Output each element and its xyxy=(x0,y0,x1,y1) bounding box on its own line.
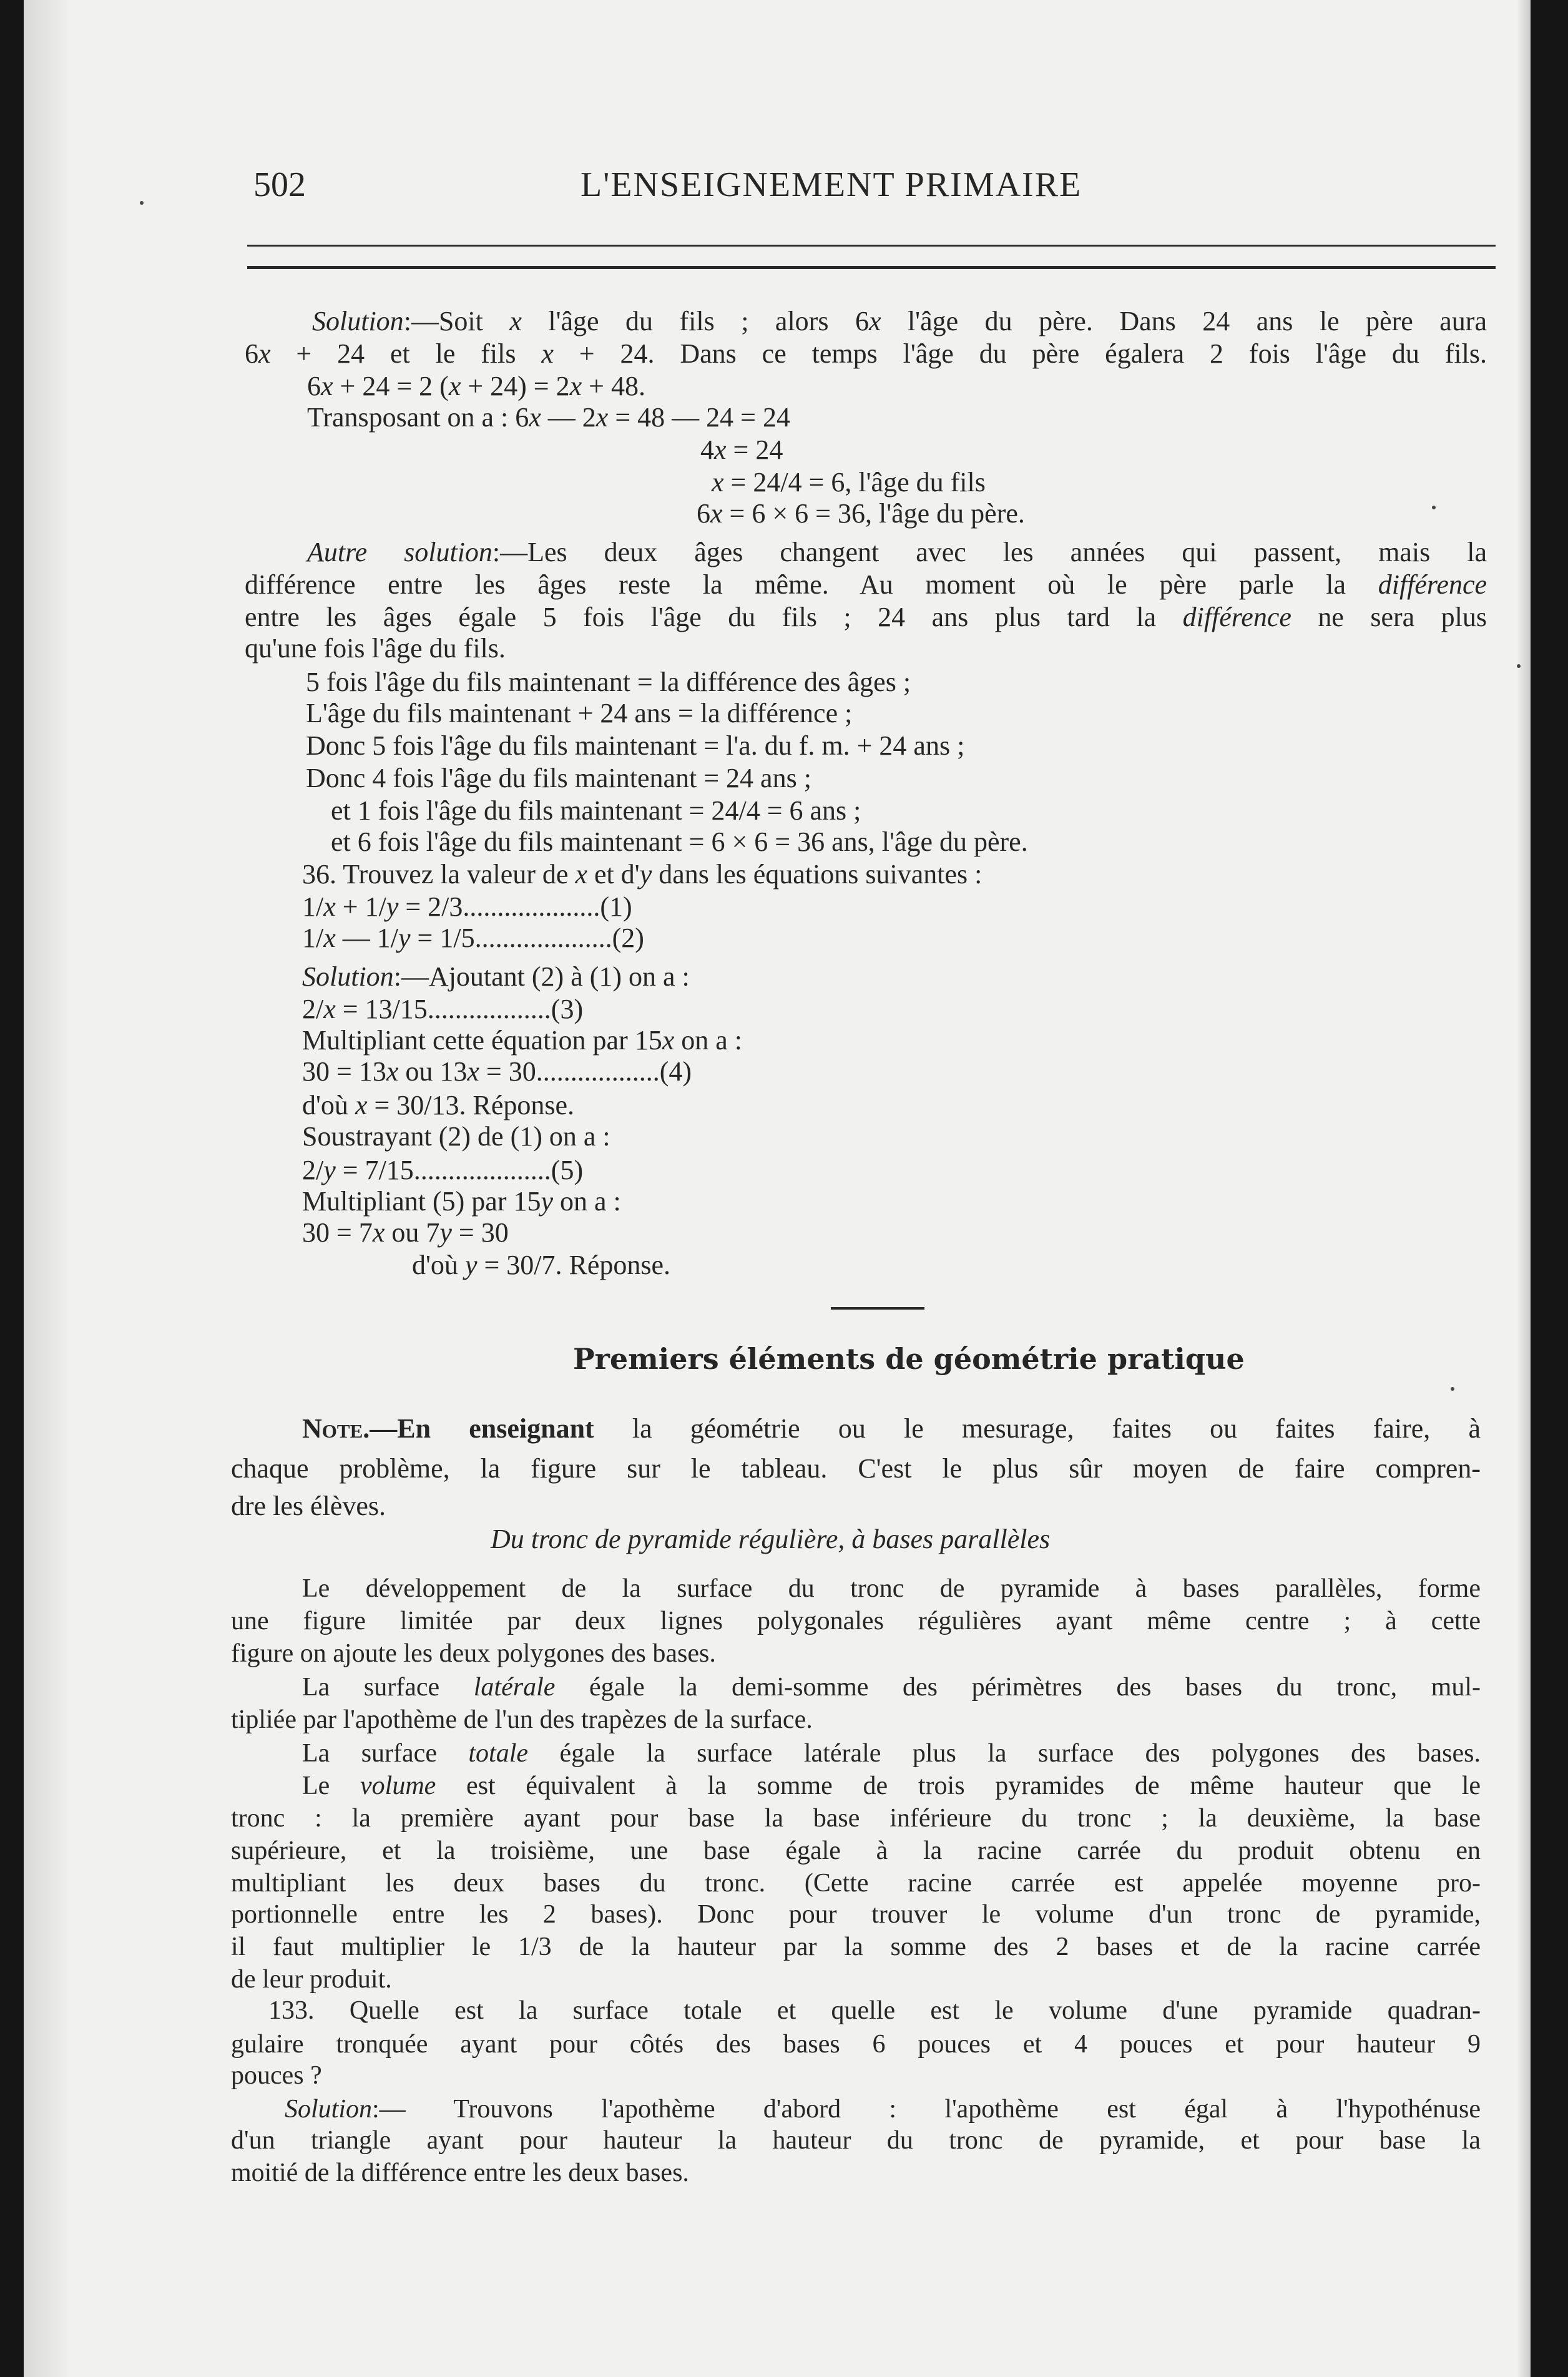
text-run: moitié de la différence entre les deux bases. xyxy=(231,2159,689,2187)
text-line xyxy=(302,1738,1481,1769)
italic-run: totale xyxy=(468,1739,529,1768)
text-line xyxy=(302,923,644,954)
italic-run: x xyxy=(321,371,333,401)
text-line xyxy=(231,1704,813,1735)
italic-run: y xyxy=(439,1217,452,1248)
text-run: dre les élèves. xyxy=(231,1491,386,1521)
text-run: :—Soit xyxy=(403,306,510,336)
text-run: :—Les deux âges changent avec les années qui passent, mais la xyxy=(492,537,1487,567)
italic-run: y xyxy=(323,1155,336,1185)
italic-run: x xyxy=(467,1056,479,1087)
text-line xyxy=(307,402,790,433)
print-speck xyxy=(1517,664,1521,668)
text-run: 133. Quelle est la surface totale et quelle est le volume d'une pyramide quadran- xyxy=(268,1996,1481,2025)
text-line xyxy=(331,795,861,826)
text-line xyxy=(231,1931,1481,1963)
text-run: et 1 fois l'âge du fils maintenant = 24/4 = 6 ans ; xyxy=(331,795,861,826)
text-run: = 6 × 6 = 36, l'âge du père. xyxy=(722,498,1025,529)
text-line xyxy=(307,537,1487,568)
italic-run: x xyxy=(323,923,336,953)
text-run: d'un triangle ayant pour hauteur la hauteur du tronc de pyramide, et pour base la xyxy=(231,2126,1481,2155)
text-line xyxy=(302,1413,1481,1444)
text-line xyxy=(302,1090,574,1121)
text-run: + 24 = 2 ( xyxy=(333,371,449,401)
text-run: Donc 4 fois l'âge du fils maintenant = 24 ans ; xyxy=(306,763,811,793)
section-title: Premiers éléments de géométrie pratique xyxy=(573,1342,1245,1376)
italic-run: x xyxy=(710,498,723,529)
text-run: gulaire tronquée ayant pour côtés des bases 6 pouces et 4 pouces et pour hauteur 9 xyxy=(231,2030,1481,2059)
text-run: une figure limitée par deux lignes polygonales régulières ayant même centre ; à cette xyxy=(231,1607,1481,1635)
print-speck xyxy=(1432,506,1436,509)
print-speck xyxy=(1451,1387,1454,1391)
text-run: — 2 xyxy=(541,402,596,433)
text-run: ne sera plus xyxy=(1291,602,1487,632)
section-subtitle: Du tronc de pyramide régulière, à bases parallèles xyxy=(491,1524,1051,1554)
text-run: et 6 fois l'âge du fils maintenant = 6 × 6 = 36 ans, l'âge du père. xyxy=(331,826,1028,857)
text-line xyxy=(306,667,911,698)
text-run: + 48. xyxy=(582,371,645,401)
print-speck xyxy=(140,201,144,205)
text-run: = 30/13. Réponse. xyxy=(367,1090,575,1120)
text-run: l'âge du père. Dans 24 ans le père aura xyxy=(881,306,1487,336)
text-line xyxy=(697,498,1025,529)
text-line xyxy=(712,467,986,498)
text-line xyxy=(231,1964,392,1995)
text-run: 5 fois l'âge du fils maintenant = la différence des âges ; xyxy=(306,667,911,697)
text-run: Soustrayant (2) de (1) on a : xyxy=(302,1121,610,1152)
text-run: Donc 5 fois l'âge du fils maintenant = l'a. du f. m. + 24 ans ; xyxy=(306,730,965,761)
text-line xyxy=(306,763,811,794)
text-line xyxy=(302,1770,1481,1801)
italic-run: Solution xyxy=(285,2095,373,2124)
text-run: = 2/3....................(1) xyxy=(398,891,632,922)
page-number: 502 xyxy=(253,165,306,204)
text-run: = 30/7. Réponse. xyxy=(477,1250,671,1280)
italic-run: x xyxy=(372,1217,385,1248)
text-run: portionnelle entre les 2 bases). Donc pour trouver le volume d'un tronc de pyramide, xyxy=(231,1900,1481,1929)
text-run: :—Ajoutant (2) à (1) on a : xyxy=(393,961,690,992)
text-run: d'où xyxy=(302,1090,355,1120)
section-separator xyxy=(831,1307,924,1310)
italic-run: y xyxy=(541,1186,554,1217)
text-line xyxy=(231,1899,1481,1930)
text-run: la géométrie ou le mesurage, faites ou faites faire, à xyxy=(594,1413,1481,1444)
text-run: et d' xyxy=(587,859,640,890)
italic-run: latérale xyxy=(473,1673,556,1702)
header-rule-thin xyxy=(247,245,1496,247)
text-run: —En enseignant xyxy=(370,1413,594,1444)
text-run: Multipliant (5) par 15 xyxy=(302,1186,541,1217)
text-run: La surface xyxy=(302,1739,469,1768)
text-line xyxy=(302,1155,583,1186)
text-run: 6 xyxy=(245,338,258,369)
italic-run: x xyxy=(258,338,271,369)
text-run: = 1/5....................(2) xyxy=(410,923,644,953)
italic-run: y xyxy=(386,891,399,922)
text-line xyxy=(245,633,506,664)
text-run: d'où xyxy=(412,1250,465,1280)
text-run: 6 xyxy=(697,498,710,529)
text-line xyxy=(307,371,645,402)
text-line xyxy=(231,2157,689,2188)
text-line xyxy=(285,2094,1481,2125)
text-run: L'âge du fils maintenant + 24 ans = la différence ; xyxy=(306,698,853,728)
text-run: = 30 xyxy=(451,1217,509,1248)
text-run: — 1/ xyxy=(335,923,398,953)
italic-run: x xyxy=(575,859,587,890)
text-run: 36. Trouvez la valeur de xyxy=(302,859,576,890)
italic-run: x xyxy=(714,434,727,465)
text-line xyxy=(231,2029,1481,2060)
italic-run: x xyxy=(712,467,724,497)
text-run: de leur produit. xyxy=(231,1965,392,1994)
italic-run: x xyxy=(662,1025,675,1056)
text-run: = 24 xyxy=(726,434,783,465)
text-run: multipliant les deux bases du tronc. (Cette racine carrée est appelée moyenne pro- xyxy=(231,1869,1481,1898)
header-rule-thick xyxy=(247,266,1496,269)
text-run: + 24) = 2 xyxy=(461,371,570,401)
text-run: = 48 — 24 = 24 xyxy=(608,402,790,433)
italic-run: x xyxy=(868,306,881,336)
text-run: Transposant on a : 6 xyxy=(307,402,529,433)
italic-run: Autre solution xyxy=(307,537,492,567)
text-run: différence entre les âges reste la même. Au moment où le père parle la xyxy=(245,569,1378,600)
book-page xyxy=(24,0,1531,2377)
text-run: qu'une fois l'âge du fils. xyxy=(245,633,506,664)
text-line xyxy=(302,1025,742,1056)
text-line xyxy=(302,1573,1481,1604)
text-run: 30 = 13 xyxy=(302,1056,386,1087)
text-line xyxy=(306,698,852,729)
text-run: ou 13 xyxy=(398,1056,468,1087)
italic-run: x xyxy=(386,1056,399,1087)
italic-run: différence xyxy=(1182,602,1291,632)
text-run: = 13/15..................(3) xyxy=(335,994,584,1024)
text-run: l'âge du fils ; alors 6 xyxy=(521,306,869,336)
text-line xyxy=(302,994,583,1025)
text-line xyxy=(302,859,982,890)
text-run: il faut multiplier le 1/3 de la hauteur par la somme des 2 bases et de la racine carrée xyxy=(231,1933,1481,1961)
text-line xyxy=(231,1803,1481,1834)
text-line xyxy=(302,1217,509,1248)
text-line xyxy=(231,2060,322,2091)
text-line xyxy=(312,306,1487,337)
text-line xyxy=(231,1453,1481,1484)
text-line xyxy=(302,1186,621,1217)
text-line xyxy=(302,961,690,992)
text-run: pouces ? xyxy=(231,2061,322,2090)
text-run: dans les équations suivantes : xyxy=(652,859,982,890)
running-title: L'ENSEIGNEMENT PRIMAIRE xyxy=(581,165,1082,204)
italic-run: x xyxy=(323,891,336,922)
text-run: ou 7 xyxy=(385,1217,440,1248)
text-run: 2/ xyxy=(302,994,324,1024)
italic-run: Solution xyxy=(302,961,394,992)
text-line xyxy=(231,1835,1481,1866)
text-line xyxy=(700,434,783,466)
text-run: Le développement de la surface du tronc de pyramide à bases parallèles, forme xyxy=(302,1574,1481,1603)
text-run: Le xyxy=(302,1772,361,1800)
text-run: = 7/15....................(5) xyxy=(335,1155,584,1185)
text-run: + 24. Dans ce temps l'âge du père égalera 2 fois l'âge du fils. xyxy=(553,338,1487,369)
text-run: 1/ xyxy=(302,891,324,922)
text-line xyxy=(245,569,1487,600)
italic-run: x xyxy=(323,994,336,1024)
text-line xyxy=(302,891,632,923)
text-line xyxy=(412,1250,670,1281)
italic-run: x xyxy=(509,306,522,336)
text-run: entre les âges égale 5 fois l'âge du fils ; 24 ans plus tard la xyxy=(245,602,1183,632)
text-line xyxy=(302,1121,610,1152)
text-line xyxy=(245,338,1487,370)
text-run: 4 xyxy=(700,434,714,465)
text-line xyxy=(231,2125,1481,2156)
italic-run: x xyxy=(529,402,541,433)
italic-run: volume xyxy=(360,1772,436,1800)
text-run: = 24/4 = 6, l'âge du fils xyxy=(723,467,986,497)
text-run: on a : xyxy=(553,1186,621,1217)
text-line xyxy=(231,1638,716,1669)
italic-run: x xyxy=(569,371,582,401)
text-line xyxy=(231,1868,1481,1899)
text-run: tipliée par l'apothème de l'un des trapèzes de la surface. xyxy=(231,1705,813,1734)
italic-run: Solution xyxy=(312,306,404,336)
italic-run: x xyxy=(448,371,461,401)
text-run: 6 xyxy=(307,371,321,401)
text-line xyxy=(245,602,1487,633)
text-line xyxy=(231,1605,1481,1637)
italic-run: y xyxy=(464,1250,478,1280)
text-line xyxy=(302,1056,692,1087)
italic-run: x xyxy=(355,1090,368,1120)
italic-run: y xyxy=(398,923,411,953)
text-run: Multipliant cette équation par 15 xyxy=(302,1025,662,1056)
italic-run: x xyxy=(595,402,609,433)
text-run: = 30..................(4) xyxy=(479,1056,692,1087)
text-line xyxy=(231,1491,386,1522)
text-line xyxy=(268,1995,1481,2026)
page-edge-shadow xyxy=(1517,0,1531,2377)
text-run: 30 = 7 xyxy=(302,1217,373,1248)
text-run: on a : xyxy=(674,1025,743,1056)
text-line xyxy=(331,826,1028,858)
text-run: égale la surface latérale plus la surface des polygones des bases. xyxy=(528,1739,1481,1768)
text-run: tronc : la première ayant pour base la base inférieure du tronc ; la deuxième, la base xyxy=(231,1804,1481,1833)
italic-run: différence xyxy=(1378,569,1487,600)
text-run: est équivalent à la somme de trois pyramides de même hauteur que le xyxy=(436,1772,1481,1800)
text-run: + 1/ xyxy=(335,891,386,922)
text-run: La surface xyxy=(302,1673,474,1702)
italic-run: y xyxy=(639,859,652,890)
text-run: 1/ xyxy=(302,923,324,953)
text-run: chaque problème, la figure sur le tableau. C'est le plus sûr moyen de faire compren- xyxy=(231,1453,1481,1484)
text-run: :— Trouvons l'apothème d'abord : l'apothème est égal à l'hypothénuse xyxy=(372,2095,1481,2124)
text-run: égale la demi-somme des périmètres des bases du tronc, mul- xyxy=(555,1673,1481,1702)
text-run: figure on ajoute les deux polygones des bases. xyxy=(231,1639,716,1668)
italic-run: x xyxy=(541,338,554,369)
page-binding-shadow xyxy=(24,0,67,2377)
text-run: + 24 et le fils xyxy=(270,338,542,369)
text-line xyxy=(306,730,964,762)
text-run: supérieure, et la troisième, une base égale à la racine carrée du produit obtenu en xyxy=(231,1836,1481,1865)
text-line xyxy=(302,1672,1481,1703)
note-label: Note. xyxy=(302,1413,370,1444)
text-run: 2/ xyxy=(302,1155,324,1185)
